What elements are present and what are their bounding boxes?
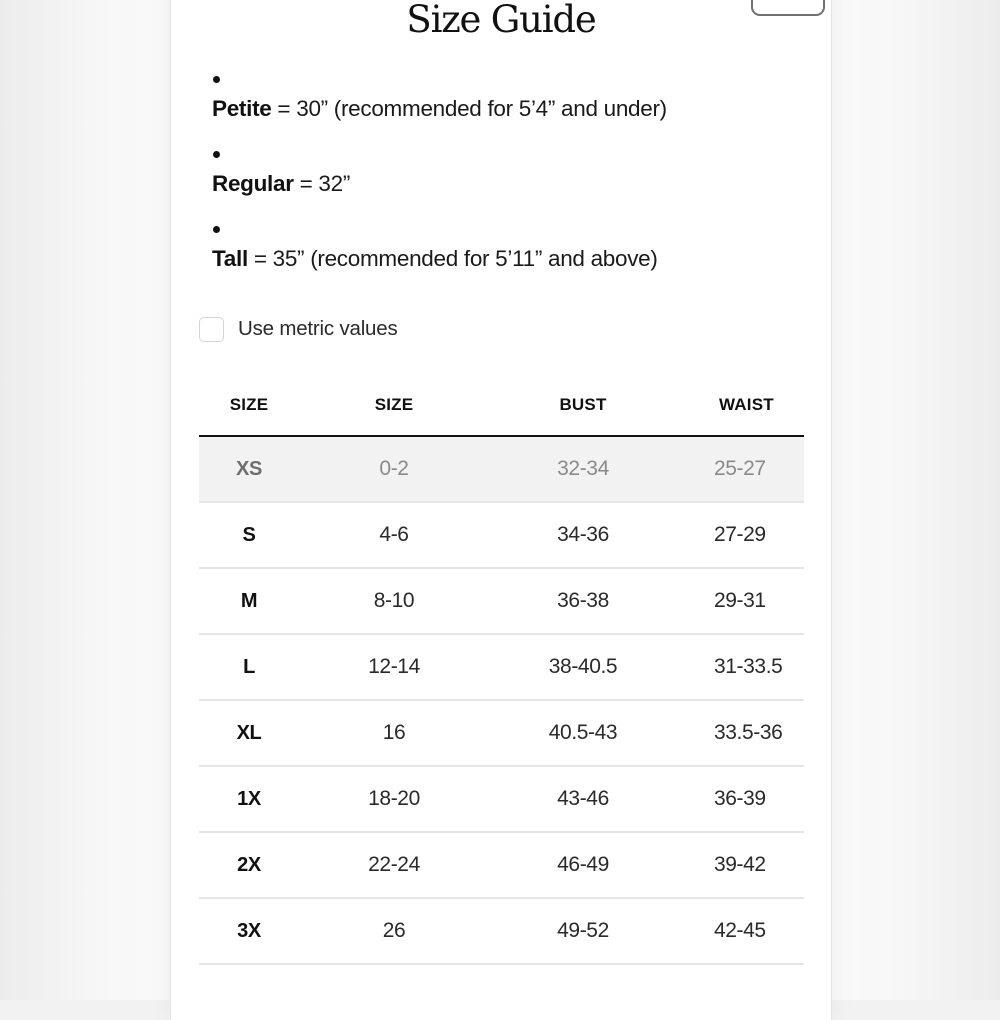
cell-waist: 39-42	[677, 832, 804, 898]
inseam-name: Tall	[212, 246, 248, 271]
cell-bust: 43-46	[489, 766, 677, 832]
cell-size-numeric: 8-10	[299, 568, 489, 634]
table-row	[199, 832, 804, 898]
header-size-label: SIZE	[199, 375, 299, 436]
inseam-item-tall	[211, 226, 811, 301]
cell-size-numeric: 22-24	[299, 832, 489, 898]
cell-bust: 46-49	[489, 832, 677, 898]
table-row	[199, 898, 804, 964]
inseam-item-regular	[211, 151, 811, 226]
cell-size-label: 1X	[199, 766, 299, 832]
size-table-container[interactable]	[199, 375, 804, 1020]
table-row	[199, 634, 804, 700]
cell-bust: 38-40.5	[489, 634, 677, 700]
inseam-detail: = 30” (recommended for 5’4” and under)	[271, 96, 667, 121]
cell-size-label: XL	[199, 700, 299, 766]
cell-size-label: XS	[199, 436, 299, 502]
cell-size-numeric: 26	[299, 898, 489, 964]
inseam-text	[212, 171, 350, 197]
metric-checkbox[interactable]	[199, 317, 224, 342]
cell-bust: 36-38	[489, 568, 677, 634]
cell-size-numeric: 18-20	[299, 766, 489, 832]
bullet-icon	[213, 76, 220, 83]
cell-bust: 49-52	[489, 898, 677, 964]
modal-title: Size Guide	[406, 0, 596, 41]
inseam-detail: = 35” (recommended for 5’11” and above)	[247, 246, 658, 271]
size-guide-modal	[170, 0, 832, 1020]
bullet-icon	[213, 151, 220, 158]
table-row	[199, 568, 804, 634]
cell-waist: 29-31	[677, 568, 804, 634]
cell-size-label: 3X	[199, 898, 299, 964]
inseam-name: Petite	[212, 96, 272, 121]
cell-waist: 27-29	[677, 502, 804, 568]
cell-waist: 42-45	[677, 898, 804, 964]
bullet-icon	[213, 226, 220, 233]
inseam-name: Regular	[212, 171, 294, 196]
table-row	[199, 436, 804, 502]
cell-size-numeric: 12-14	[299, 634, 489, 700]
table-header-row	[199, 375, 804, 436]
cell-waist: 31-33.5	[677, 634, 804, 700]
cell-waist: 36-39	[677, 766, 804, 832]
cell-size-label: 2X	[199, 832, 299, 898]
inseam-item-petite	[211, 76, 811, 151]
cell-waist: 25-27	[677, 436, 804, 502]
table-row	[199, 502, 804, 568]
header-bust: BUST	[489, 375, 677, 436]
cell-bust: 34-36	[489, 502, 677, 568]
table-row	[199, 766, 804, 832]
header-size-numeric: SIZE	[299, 375, 489, 436]
cell-size-numeric: 4-6	[299, 502, 489, 568]
cell-size-label: S	[199, 502, 299, 568]
cell-size-numeric: 16	[299, 700, 489, 766]
inseam-list	[211, 76, 811, 301]
inseam-text	[212, 96, 667, 122]
inseam-detail: = 32”	[293, 171, 351, 196]
header-waist: WAIST	[677, 375, 804, 436]
inseam-text	[212, 246, 658, 272]
cell-size-numeric: 0-2	[299, 436, 489, 502]
metric-label[interactable]: Use metric values	[238, 317, 398, 340]
size-table	[199, 375, 804, 965]
table-row	[199, 700, 804, 766]
cell-size-label: L	[199, 634, 299, 700]
cell-bust: 40.5-43	[489, 700, 677, 766]
cell-size-label: M	[199, 568, 299, 634]
table-body	[199, 436, 804, 964]
cell-waist: 33.5-36	[677, 700, 804, 766]
cell-bust: 32-34	[489, 436, 677, 502]
